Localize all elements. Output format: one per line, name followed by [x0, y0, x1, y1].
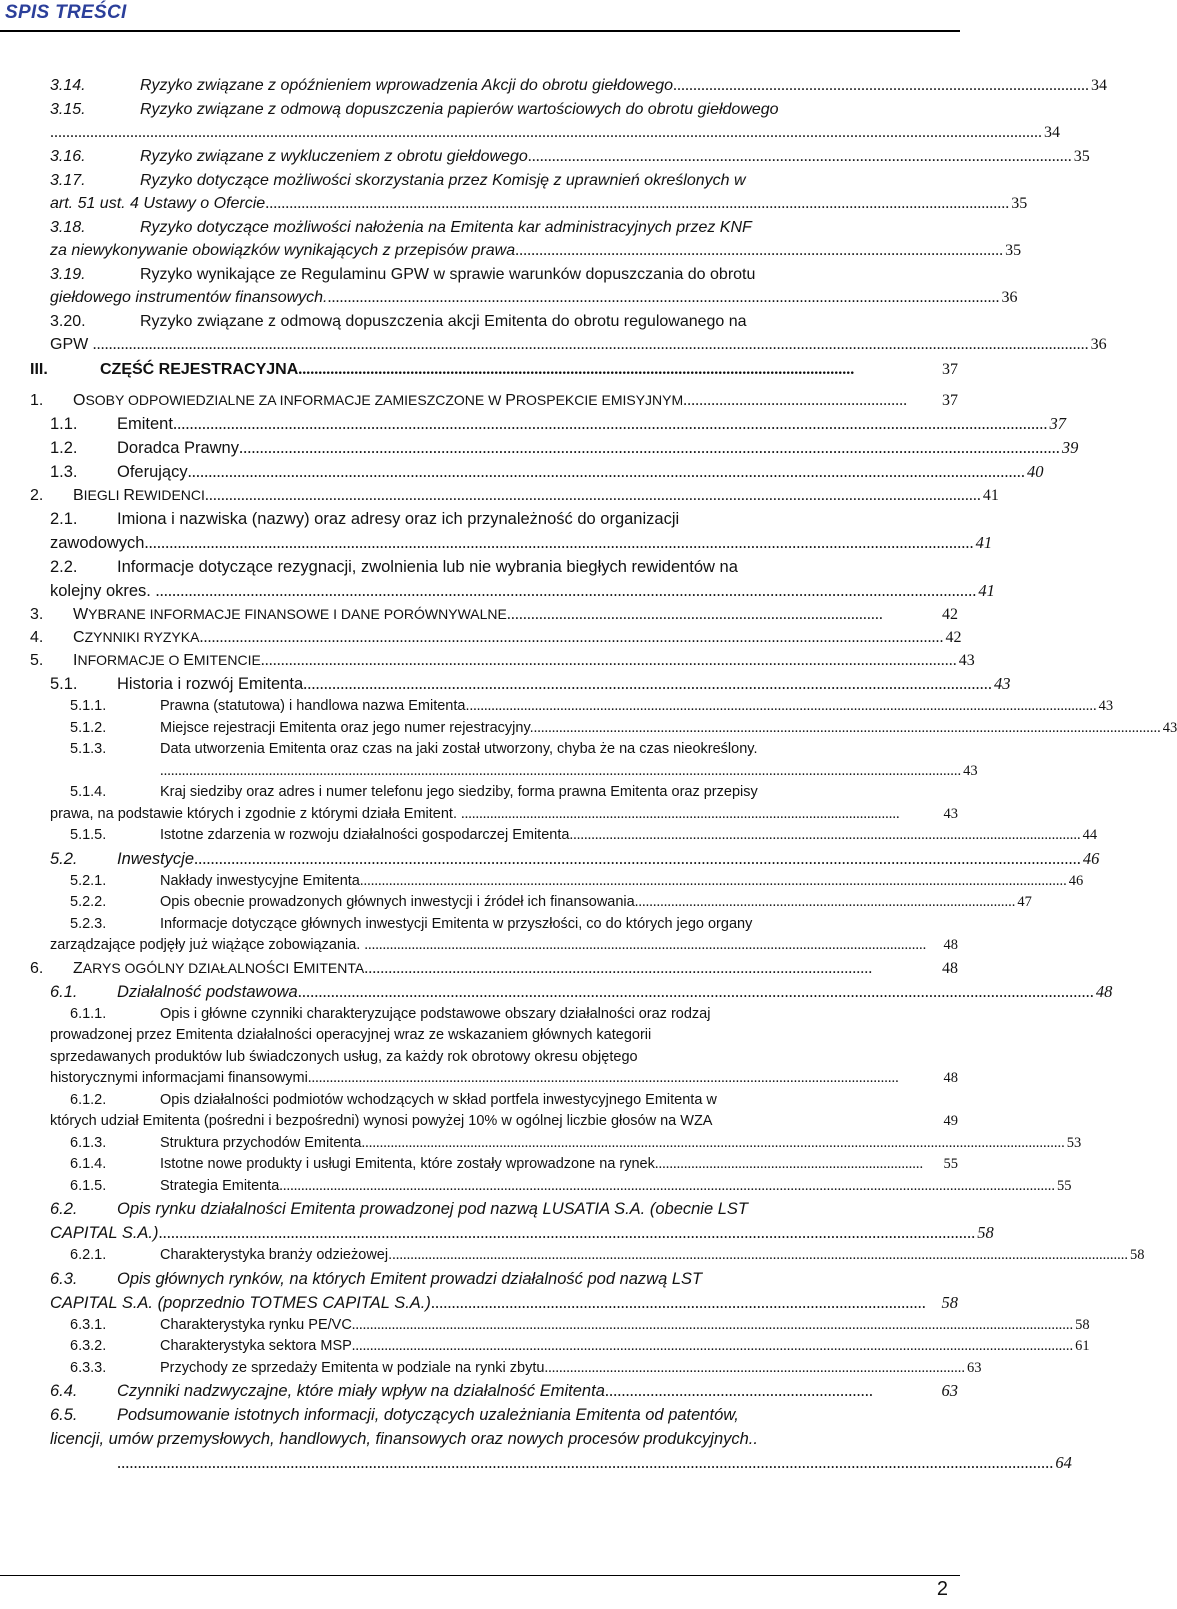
toc-entry-page: 42 [942, 606, 958, 623]
toc-entry-number: 6.1.2. [70, 1091, 107, 1108]
toc-entry-number: 6.1.3. [70, 1134, 107, 1151]
toc-entry-title: Oferujący [117, 463, 188, 481]
toc-entry-title: Charakterystyka branży odzieżowej. [160, 1247, 393, 1263]
toc-entry-title: Przychody ze sprzedaży Emitenta w podziale na rynki zbytu [160, 1359, 545, 1376]
toc-entry-page: 48 [943, 1070, 958, 1086]
toc-entry-number: 4. [30, 629, 44, 646]
toc-entry-page: 48 [1095, 981, 1113, 1001]
toc-entry-title: Opis obecnie prowadzonych głównych inwestycji i źródeł ich finansowania [160, 894, 635, 910]
toc-entry-number: 3.16. [50, 148, 86, 165]
toc-entry[interactable]: 5.1.3. Data utworzenia Emitenta oraz czas na jaki został utworzony, chyba że na czas nieokreślony. ............................................................................................................................................................................................................................. 43 [70, 739, 958, 782]
toc-entry-number: 5.1.3. [70, 741, 107, 757]
toc-entry-page: 36 [1001, 289, 1018, 306]
toc-entry[interactable]: 6.5. Podsumowanie istotnych informacji, dotyczących uzależniania Emitenta od patentów, licencji, umów przemysłowych, handlowych, finansowych oraz nowych procesów produkcyjnych.. ................................................................................................................................................................................................................................... 64 [50, 1403, 958, 1475]
toc-entry[interactable]: 5.2.2. Opis obecnie prowadzonych głównych inwestycji i źródeł ich finansowania......................................................................................................... 47 [70, 892, 958, 914]
toc-entry-title: Strategia Emitenta [160, 1177, 280, 1194]
toc-entry-title: Struktura przychodów Emitenta [160, 1134, 362, 1151]
toc-entry-number: 5.2.2. [70, 894, 107, 910]
toc-entry[interactable]: 5.1.5. Istotne zdarzenia w rozwoju działalności gospodarczej Emitenta............................................................................................................................................. 44 [70, 825, 958, 847]
toc-entry-page: 48 [942, 959, 958, 977]
toc-entry-page: 58 [977, 1223, 994, 1242]
toc-entry-page: 58 [941, 1292, 958, 1312]
toc-entry-number: 6. [30, 959, 44, 977]
toc-entry-number: 3. [30, 606, 44, 623]
toc-entry[interactable]: 6.1.5. Strategia Emitenta...................................................................................................................................................................................................................... 55 [70, 1176, 958, 1198]
toc-entry-page: 36 [1090, 336, 1107, 353]
toc-entry-number: 3.18. [50, 219, 86, 236]
toc-entry-number: 5.2.1. [70, 872, 107, 889]
toc-entry[interactable]: 5. INFORMACJE O EMITENCIE.............................................................................................................................................................................. 43 [30, 649, 958, 672]
toc-entry-page: 34 [1044, 124, 1060, 141]
table-of-contents [30, 72, 1177, 1472]
toc-entry-number: 6.2. [50, 1200, 78, 1218]
toc-entry-page: 46 [1068, 872, 1084, 889]
toc-entry-title: Inwestycje [117, 849, 195, 868]
toc-entry[interactable]: 3.18. Ryzyko dotyczące możliwości nałożenia na Emitenta kar administracyjnych przez KNF za niewykonywanie obowiązków wynikających z przepisów prawa.......................................................................................................................... 35 [50, 216, 958, 262]
toc-entry[interactable]: 3.20. Ryzyko związane z odmową dopuszczenia akcji Emitenta do obrotu regulowanego na GPW ......................................................................................................................................................................................................................................................... 36 [50, 310, 958, 356]
toc-entry[interactable]: 6.3. Opis głównych rynków, na których Emitent prowadzi działalność pod nazwą LST CAPITAL S.A. (poprzednio TOTMES CAPITAL S.A.)........................................................................................................................ 58 [50, 1267, 958, 1315]
toc-entry-page: 41 [978, 581, 995, 600]
toc-entry-number: 6.3.3. [70, 1359, 107, 1376]
toc-entry[interactable]: 4. CZYNNIKI RYZYKA.......................................................................................................................................................................................... 42 [30, 626, 958, 649]
toc-entry-number: 5.2. [50, 849, 78, 868]
toc-entry-title: Miejsce rejestracji Emitenta oraz jego numer rejestracyjny. [160, 719, 534, 736]
toc-entry-page: 63 [966, 1359, 982, 1376]
toc-entry-continuation: ........................................................................................................................................................................................................................................................ 34 [50, 121, 958, 144]
toc-entry-number: 5.1.1. [70, 698, 107, 714]
toc-entry[interactable]: 5.2.3. Informacje dotyczące głównych inwestycji Emitenta w przyszłości, co do których jego organy zarządzające podjęły już wiążące zobowiązania. ........................................................................................................................................................... 48 [70, 914, 958, 957]
toc-entry-page: 43 [1162, 719, 1177, 736]
toc-entry-number: 2.2. [50, 558, 78, 576]
toc-entry-number: 1.1. [50, 415, 78, 433]
toc-entry-title: Czynniki nadzwyczajne, które miały wpływ na działalność Emitenta [117, 1382, 605, 1400]
toc-entry-number: 2. [30, 487, 44, 504]
toc-entry-page: 43 [1098, 698, 1114, 714]
toc-entry-page: 58 [1129, 1247, 1145, 1263]
toc-entry-number: 5. [30, 652, 44, 669]
toc-entry-title: Istotne nowe produkty i usługi Emitenta, które zostały wprowadzone na rynek [160, 1156, 655, 1172]
toc-entry-number: 6.1.5. [70, 1177, 107, 1194]
toc-entry-page: 43 [958, 652, 975, 669]
toc-entry-page: 39 [1061, 438, 1079, 457]
toc-entry[interactable]: 6.1.1. Opis i główne czynniki charakteryzujące podstawowe obszary działalności oraz rodzaj prowadzonej przez Emitenta działalności operacyjnej wraz ze wskazaniem głównych kategorii sprzedawanych produktów lub świadczonych usług, za każdy rok obrotowy okresu objętego historycznymi informacjami finansowymi................................................................................................................................................................... 48 [70, 1004, 958, 1090]
toc-entry-number: 3.19. [50, 266, 86, 283]
toc-entry[interactable]: 2.2. Informacje dotyczące rezygnacji, zwolnienia lub nie wybrania biegłych rewidentów na kolejny okres. ....................................................................................................................................................................................................... 41 [50, 555, 958, 603]
toc-entry-number: 1.3. [50, 463, 78, 481]
toc-entry[interactable]: 2.1. Imiona i nazwiska (nazwy) oraz adresy oraz ich przynależność do organizacji zawodowych......................................................................................................................................................................................................... 41 [50, 507, 958, 555]
toc-entry[interactable]: 1.3. Oferujący........................................................................................................................................................................................................... 40 [50, 460, 958, 484]
toc-entry-title: Ryzyko związane z odmową dopuszczenia papierów wartościowych do obrotu giełdowego [140, 101, 779, 118]
toc-entry[interactable]: 5.2.1. Nakłady inwestycyjne Emitenta................................................................................................................................................................................................... 46 [70, 871, 958, 893]
toc-entry-page: 35 [1011, 195, 1028, 212]
toc-entry-page: 55 [943, 1156, 958, 1172]
toc-entry-page: 63 [941, 1381, 958, 1400]
toc-entry[interactable]: 6.1.4. Istotne nowe produkty i usługi Emitenta, które zostały wprowadzone na rynek.......................................................................... 55 [70, 1154, 958, 1176]
toc-entry-title: Historia i rozwój Emitenta [117, 675, 304, 693]
toc-entry-number: 6.2.1. [70, 1247, 107, 1263]
toc-entry[interactable]: 3.16. Ryzyko związane z wykluczeniem z obrotu giełdowego........................................................................................................................................ 35 [50, 145, 958, 168]
toc-entry-page: 37 [1049, 414, 1066, 433]
footer-rule [0, 1575, 960, 1576]
toc-entry[interactable]: 6. ZARYS OGÓLNY DZIAŁALNOŚCI EMITENTA............................................................................................................................... 48 [30, 957, 958, 980]
toc-entry-page: 47 [1017, 894, 1032, 910]
toc-entry-number: 5.1.5. [70, 827, 107, 843]
toc-entry[interactable]: 3.19. Ryzyko wynikające ze Regulaminu GPW w sprawie warunków dopuszczania do obrotu giełdowego instrumentów finansowych......................................................................................................................................................................... 36 [50, 263, 958, 309]
toc-entry-number: 3.17. [50, 172, 86, 189]
toc-entry-number: 6.4. [50, 1382, 78, 1400]
toc-entry-part[interactable]: III. CZĘŚĆ REJESTRACYJNA........................................................................................................................................... 37 [30, 358, 958, 381]
page-title: SPIS TREŚCI [5, 2, 127, 23]
toc-entry-page: 41 [982, 487, 999, 504]
toc-entry-title: Działalność podstawowa [117, 982, 298, 1001]
toc-entry-number: 5.1. [50, 675, 78, 693]
page-number: 2 [936, 1578, 948, 1600]
toc-entry-title: Ryzyko związane z opóźnieniem wprowadzenia Akcji do obrotu giełdowego [140, 77, 674, 94]
toc-entry-number: 5.1.4. [70, 784, 107, 800]
toc-entry-page: 40 [1026, 462, 1044, 481]
toc-entry-title: Istotne zdarzenia w rozwoju działalności gospodarczej Emitenta [160, 827, 570, 843]
toc-entry-title: Nakłady inwestycyjne Emitenta [160, 872, 360, 889]
toc-entry[interactable]: 5.2. Inwestycje....................................................................................................................................................................................................................... 46 [50, 847, 958, 871]
toc-entry[interactable]: 3.14. Ryzyko związane z opóźnieniem wprowadzenia Akcji do obrotu giełdowego........................................................................................................ 34 [50, 74, 958, 97]
toc-entry-page: 43 [963, 762, 978, 779]
toc-entry-page: 55 [1057, 1177, 1072, 1194]
toc-entry-page: 43 [994, 674, 1011, 693]
toc-entry-title: Prawna (statutowa) i handlowa nazwa Emitenta. [160, 698, 470, 714]
toc-entry[interactable]: 6.4. Czynniki nadzwyczajne, które miały wpływ na działalność Emitenta................................................................. 63 [50, 1379, 958, 1403]
toc-entry-page: 48 [943, 937, 958, 953]
toc-entry-number: 1. [30, 392, 44, 409]
toc-entry[interactable]: 2. BIEGLI REWIDENCI.................................................................................................................................................................................................. 41 [30, 484, 958, 507]
toc-entry-number: 3.14. [50, 77, 86, 94]
toc-entry-title: CZĘŚĆ REJESTRACYJNA [100, 361, 299, 378]
toc-entry-number: 6.1.4. [70, 1156, 107, 1172]
toc-entry-page: 41 [975, 533, 993, 552]
toc-entry-page: 64 [1055, 1453, 1072, 1472]
toc-entry[interactable]: 6.2. Opis rynku działalności Emitenta prowadzonej pod nazwą LUSATIA S.A. (obecnie LST CAPITAL S.A.)...................................................................................................................................................................................................... 58 [50, 1197, 958, 1245]
toc-entry-title: Charakterystyka sektora MSP [160, 1338, 352, 1354]
toc-entry-title: Emitent [117, 415, 173, 433]
toc-entry[interactable]: 6.1.2. Opis działalności podmiotów wchodzących w skład portfela inwestycyjnego Emitenta w których udział Emitenta (pośredni i bezpośredni) wynosi powyżej 10% w ogólnej liczbie głosów na WZA 49 [70, 1090, 958, 1133]
toc-entry[interactable]: 6.2.1. Charakterystyka branży odzieżowej............................................................................................................................................................................................................ 58 [70, 1245, 958, 1267]
toc-entry-title: Ryzyko związane z wykluczeniem z obrotu giełdowego [140, 148, 528, 165]
toc-entry-page: 42 [945, 629, 962, 646]
toc-entry-number: 6.3.2. [70, 1338, 107, 1354]
toc-entry-page: 37 [942, 392, 958, 409]
toc-entry-number: 6.3.1. [70, 1316, 107, 1333]
toc-entry-number: 5.2.3. [70, 915, 107, 932]
toc-entry-page: 35 [1073, 148, 1090, 165]
toc-entry-number: 2.1. [50, 510, 78, 528]
toc-entry[interactable]: 3. WYBRANE INFORMACJE FINANSOWE I DANE PORÓWNYWALNE.............................................................................................. 42 [30, 603, 958, 626]
toc-entry-number: 6.3. [50, 1269, 78, 1288]
toc-entry[interactable]: 5.1.1. Prawna (statutowa) i handlowa nazwa Emitenta.............................................................................................................................................................................. 43 [70, 696, 958, 718]
toc-entry-title: Charakterystyka rynku PE/VC [160, 1316, 352, 1333]
toc-entry-number: 5.1.2. [70, 719, 107, 736]
toc-entry-number: 6.1. [50, 982, 78, 1001]
toc-entry[interactable]: 6.1. Działalność podstawowa................................................................................................................................................................................................. 48 [50, 980, 958, 1004]
toc-entry-page: 43 [943, 805, 958, 822]
toc-entry-page: 35 [1005, 242, 1022, 259]
toc-entry[interactable] [50, 98, 958, 121]
toc-entry-page: 44 [1082, 827, 1098, 843]
toc-entry[interactable]: 5.1.4. Kraj siedziby oraz adres i numer telefonu jego siedziby, forma prawna Emitenta oraz przepisy prawa, na podstawie których i zgodnie z którymi działa Emitent. ......................................................................................................................... 43 [70, 782, 958, 825]
toc-entry-page: 58 [1075, 1316, 1090, 1333]
toc-entry[interactable]: 5.1. Historia i rozwój Emitenta....................................................................................................................................................................... 43 [50, 672, 958, 696]
toc-entry-page: 49 [943, 1113, 958, 1129]
toc-entry-number: 1.2. [50, 439, 78, 457]
toc-entry-number: 3.20. [50, 313, 86, 330]
toc-entry[interactable]: 3.17. Ryzyko dotyczące możliwości skorzystania przez Komisję z uprawnień określonych w art. 51 ust. 4 Ustawy o Ofercie.......................................................................................................................................................................................... 35 [50, 169, 958, 215]
toc-entry-number: 3.15. [50, 101, 86, 118]
toc-entry-number: 6.5. [50, 1406, 78, 1424]
toc-entry[interactable]: 6.3.3. Przychody ze sprzedaży Emitenta w podziale na rynki zbytu.................................................................................................................... 63 [70, 1358, 958, 1380]
page-header [0, 0, 960, 30]
toc-entry[interactable]: 5.1.2. Miejsce rejestracji Emitenta oraz jego numer rejestracyjny.............................................................................................................................................................................. 43 [70, 718, 958, 740]
toc-entry-page: 53 [1066, 1134, 1082, 1151]
toc-entry-page: 37 [942, 361, 958, 378]
toc-entry[interactable]: 6.3.1. Charakterystyka rynku PE/VC....................................................................................................................................................................................................... 58 [70, 1315, 958, 1337]
header-rule [0, 30, 960, 32]
toc-entry[interactable]: 6.1.3. Struktura przychodów Emitenta.................................................................................................................................................................................................. 53 [70, 1133, 958, 1155]
toc-entry[interactable]: 1.1. Emitent.................................................................................................................................................................................................................... 37 [50, 412, 958, 436]
toc-entry[interactable]: 1.2. Doradca Prawny....................................................................................................................................................................................................... 39 [50, 436, 958, 460]
toc-entry-page: 34 [1091, 77, 1108, 94]
toc-entry-page: 46 [1082, 848, 1100, 868]
toc-entry[interactable]: 1. OSOBY ODPOWIEDZIALNE ZA INFORMACJE ZAMIESZCZONE W PROSPEKCIE EMISYJNYM........................................................ 37 [30, 389, 958, 412]
toc-entry-number: 6.1.1. [70, 1005, 107, 1022]
toc-entry-number: III. [30, 361, 48, 378]
toc-entry[interactable]: 6.3.2. Charakterystyka sektora MSP....................................................................................................................................................................................................... 61 [70, 1336, 958, 1358]
toc-entry-title: Doradca Prawny [117, 439, 239, 457]
toc-entry-page: 61 [1075, 1338, 1090, 1354]
